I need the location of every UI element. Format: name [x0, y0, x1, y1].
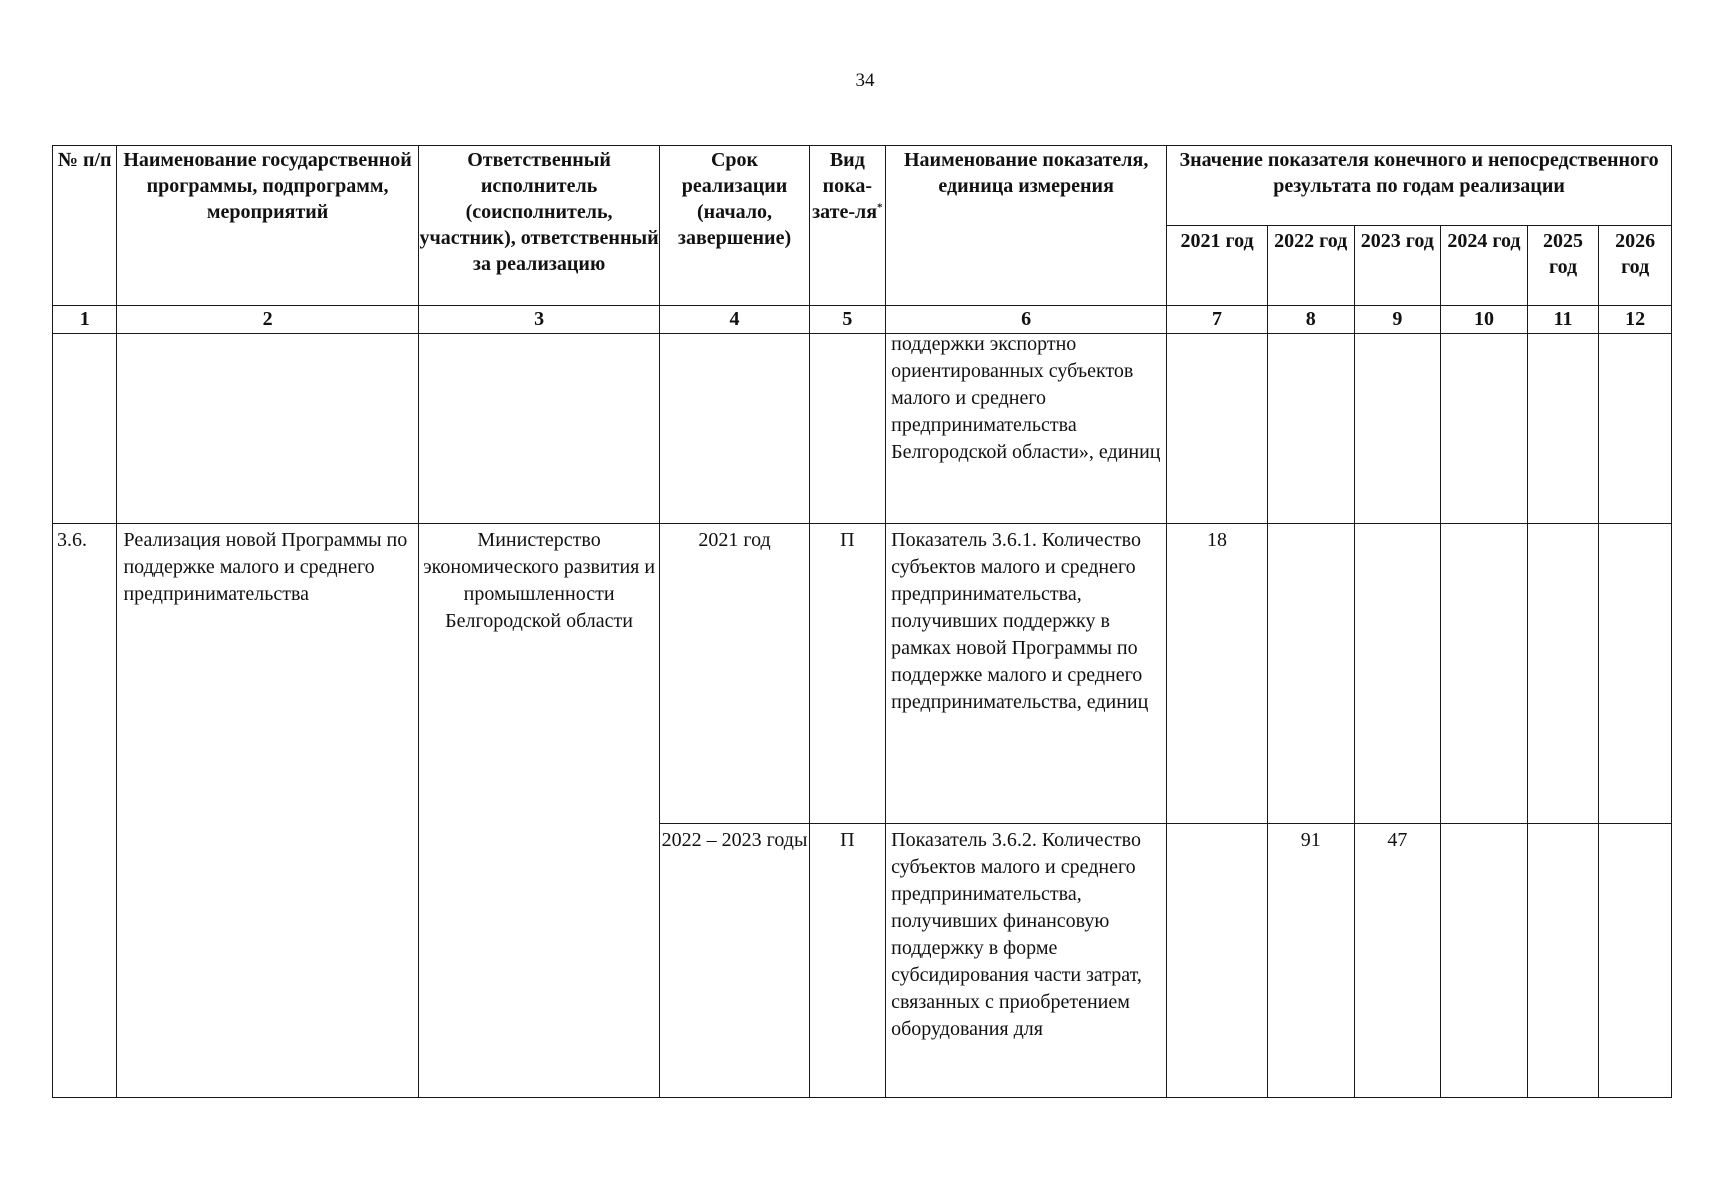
row-number: 3.6. [53, 524, 117, 1098]
column-number: 10 [1441, 306, 1528, 334]
value-2021 [1167, 334, 1268, 524]
row-indicator-cell [886, 824, 1167, 1098]
column-number: 3 [418, 306, 660, 334]
row-indicator: поддержки экспортно ориентированных субъектов малого и среднего предпринимательства Белгородской области», единиц [891, 333, 1161, 463]
header-year-2021: 2021 год [1167, 226, 1268, 306]
header-year-2026: 2026 год [1599, 226, 1672, 306]
header-col5 [809, 146, 886, 306]
column-number: 7 [1167, 306, 1268, 334]
value-2026 [1599, 334, 1672, 524]
row-responsible: Министерство экономического развития и промышленности Белгородской области [418, 524, 660, 1098]
row-responsible [418, 334, 660, 524]
value-2021 [1167, 824, 1268, 1098]
value-2023 [1354, 334, 1441, 524]
column-number: 4 [660, 306, 809, 334]
header-col5-label: Вид пока-зате-ля [812, 149, 878, 223]
page-number: 34 [855, 70, 875, 91]
row-number [53, 334, 117, 524]
table-row [53, 334, 1672, 524]
indicators-table [52, 145, 1672, 1098]
value-2024 [1441, 824, 1528, 1098]
value-2023 [1354, 524, 1441, 824]
row-indicator: Показатель 3.6.2. Количество субъектов малого и среднего предпринимательства, получивших финансовую поддержку в форме субсидирования части затрат, связанных с приобретением оборудования для [891, 829, 1142, 1040]
header-years-group: Значение показателя конечного и непосредственного результата по годам реализации [1167, 146, 1672, 226]
row-program-name [117, 334, 418, 524]
value-2023: 47 [1354, 824, 1441, 1098]
column-number: 11 [1527, 306, 1599, 334]
header-year-2024: 2024 год [1441, 226, 1528, 306]
row-period: 2022 – 2023 годы [660, 824, 809, 1098]
header-year-2023: 2023 год [1354, 226, 1441, 306]
column-number: 12 [1599, 306, 1672, 334]
column-number: 6 [886, 306, 1167, 334]
value-2025 [1527, 824, 1599, 1098]
row-period: 2021 год [660, 524, 809, 824]
value-2024 [1441, 334, 1528, 524]
value-2026 [1599, 824, 1672, 1098]
header-row-1 [53, 146, 1672, 226]
header-year-2025: 2025 год [1527, 226, 1599, 306]
column-number: 1 [53, 306, 117, 334]
value-2022 [1267, 334, 1354, 524]
header-col5-footnote-mark: * [877, 201, 883, 214]
value-2026 [1599, 524, 1672, 824]
row-program-name: Реализация новой Программы по поддержке малого и среднего предпринимательства [117, 524, 418, 1098]
header-col4: Срок реализации (начало, завершение) [660, 146, 809, 306]
row-indicator-type: П [809, 524, 886, 824]
table-row [53, 524, 1672, 824]
column-numbers-row [53, 306, 1672, 334]
row-indicator-cell [886, 524, 1167, 824]
row-period [660, 334, 809, 524]
value-2022 [1267, 524, 1354, 824]
header-col3: Ответственный исполнитель (соисполнитель, участник), ответственный за реализацию [418, 146, 660, 306]
header-col6: Наименование показателя, единица измерения [886, 146, 1167, 306]
value-2025 [1527, 334, 1599, 524]
header-col2: Наименование государственной программы, подпрограмм, мероприятий [117, 146, 418, 306]
header-year-2022: 2022 год [1267, 226, 1354, 306]
value-2022: 91 [1267, 824, 1354, 1098]
column-number: 8 [1267, 306, 1354, 334]
value-2025 [1527, 524, 1599, 824]
value-2024 [1441, 524, 1528, 824]
column-number: 5 [809, 306, 886, 334]
header-col1: № п/п [53, 146, 117, 306]
row-indicator-cell [886, 334, 1167, 524]
row-indicator-type [809, 334, 886, 524]
row-indicator-type: П [809, 824, 886, 1098]
value-2021: 18 [1167, 524, 1268, 824]
column-number: 9 [1354, 306, 1441, 334]
row-indicator: Показатель 3.6.1. Количество субъектов малого и среднего предпринимательства, получивших поддержку в рамках новой Программы по поддержке малого и среднего предпринимательства, единиц [891, 529, 1149, 713]
column-number: 2 [117, 306, 418, 334]
